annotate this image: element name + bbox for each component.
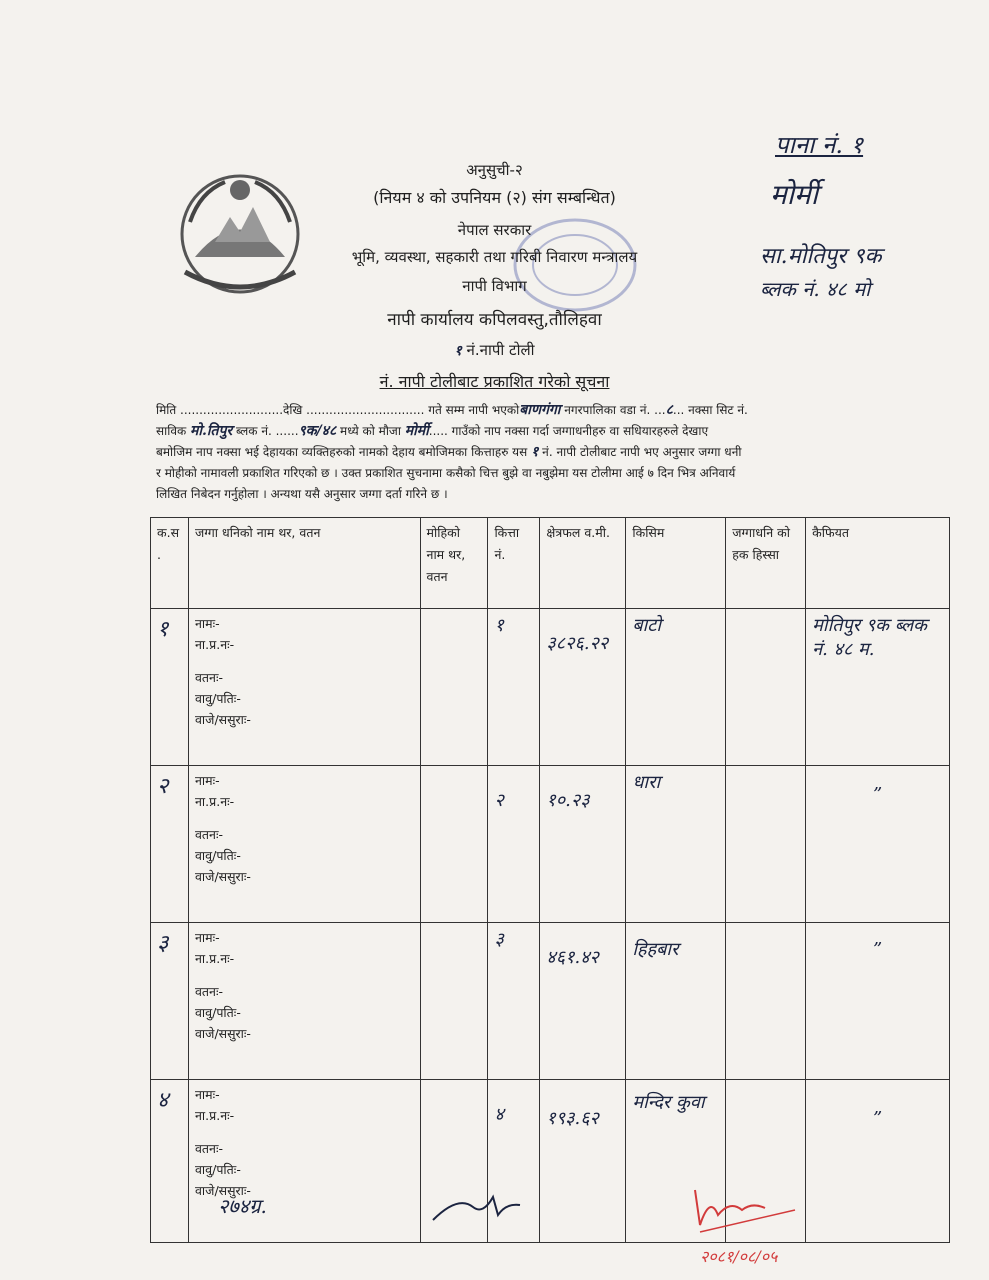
date-stamp: २०८१/०८/०५ [700, 1247, 778, 1266]
owner-cell: नामः- ना.प्र.नः- वतनः- वावु/पतिः- वाजे/ससुराः- [188, 1080, 420, 1243]
office-name: नापी कार्यालय कपिलवस्तु,तौलिहवा [387, 310, 602, 330]
table-row [151, 766, 950, 923]
tenant-cell [420, 766, 488, 923]
remark-cell: ” [806, 1080, 950, 1243]
row-sn: १ [151, 609, 189, 766]
team-number: १ [454, 343, 462, 359]
area-cell: ३८२६.२२ [540, 609, 626, 766]
mouja-fill: मोर्मी [404, 423, 429, 439]
header-type: किसिम [626, 518, 726, 609]
remark-cell: मोतिपुर ९क ब्लक नं. ४८ म. [806, 609, 950, 766]
notice-line-3: बमोजिम नाप नक्सा भई देहायका व्यक्तिहरुको नामको देहाय बमोजिमका कित्ताहरु यस १ नं. नापी टोलीबाट नापी भए अनुसार जग्गा धनी [156, 444, 742, 460]
area-cell: ४६१.४२ [540, 923, 626, 1080]
signature-3-icon [690, 1180, 800, 1235]
ward-fill: ८ [665, 402, 673, 418]
remark-cell: ” [806, 923, 950, 1080]
area-cell: १०.२३ [540, 766, 626, 923]
share-cell [726, 609, 806, 766]
government-name: नेपाल सरकार [457, 221, 532, 239]
notice-line-4: र मोहीको नामावली प्रकाशित गरिएको छ । उक्त प्रकाशित सुचनामा कसैको चित्त बुझे वा नबुझेमा यस टोलीमा आई ७ दिन भित्र अनिवार्य [156, 466, 736, 480]
former-fill: मो.तिपुर [190, 423, 233, 439]
header-tenant: मोहिको नाम थर, वतन [420, 518, 488, 609]
header-share: जग्गाधनि को हक हिस्सा [726, 518, 806, 609]
table-row [151, 923, 950, 1080]
header-owner: जग्गा धनिको नाम थर, वतन [188, 518, 420, 609]
table-row [151, 609, 950, 766]
notice-paragraph [156, 400, 956, 505]
row-sn: ४ [151, 1080, 189, 1243]
header-area: क्षेत्रफल व.मी. [540, 518, 626, 609]
team-fill: १ [531, 444, 539, 460]
header-kitta: कित्ता नं. [488, 518, 540, 609]
row-sn: २ [151, 766, 189, 923]
mouja-note: मोर्मी [770, 178, 818, 211]
page-number-note: पाना नं. १ [775, 131, 864, 159]
kitta-cell: ३ [488, 923, 540, 1080]
owner-cell: नामः- ना.प्र.नः- वतनः- वावु/पतिः- वाजे/ससुराः- [188, 609, 420, 766]
block-fill: ९क/४८ [298, 423, 337, 439]
rule-reference: (नियम ४ को उपनियम (२) संग सम्बन्धित) [373, 188, 616, 207]
header-sn: क.स . [151, 518, 189, 609]
signature-2-icon [428, 1185, 528, 1230]
table-header-row [151, 518, 950, 609]
notice-line-1: मिति ...........................देखि ............................... गते सम्म नापी भएकोबाणगंगा नगरपालिका वडा नं. ...८... नक्सा सिट नं. [156, 402, 748, 418]
type-cell: मन्दिर कुवा [626, 1080, 726, 1243]
type-cell: बाटो [626, 609, 726, 766]
tenant-cell [420, 923, 488, 1080]
municipality-fill: बाणगंगा [519, 402, 561, 418]
ministry-name: भूमि, व्यवस्था, सहकारी तथा गरिबी निवारण मन्त्रालय [351, 248, 638, 266]
share-cell [726, 923, 806, 1080]
kitta-cell: ४ [488, 1080, 540, 1243]
owner-cell: नामः- ना.प्र.नः- वतनः- वावु/पतिः- वाजे/ससुराः- [188, 923, 420, 1080]
area-cell: १९३.६२ [540, 1080, 626, 1243]
schedule-label: अनुसुची-२ [466, 161, 523, 179]
signature-1: २७४ग्र. [218, 1194, 267, 1218]
kitta-cell: १ [488, 609, 540, 766]
remark-cell: ” [806, 766, 950, 923]
header-remark: कैफियत [806, 518, 950, 609]
table-row [151, 1080, 950, 1243]
tenant-cell [420, 609, 488, 766]
share-cell [726, 766, 806, 923]
type-cell: हिहबार [626, 923, 726, 1080]
kitta-cell: २ [488, 766, 540, 923]
type-cell: धारा [626, 766, 726, 923]
block-note: ब्लक नं. ४८ मो [760, 277, 871, 301]
notice-line-5: लिखित निबेदन गर्नुहोला । अन्यथा यसै अनुसार जग्गा दर्ता गरिने छ । [156, 487, 448, 501]
owner-table [150, 517, 950, 1243]
owner-cell: नामः- ना.प्र.नः- वतनः- वावु/पतिः- वाजे/ससुराः- [188, 766, 420, 923]
team-line: १ नं.नापी टोली [454, 341, 535, 359]
former-sa-note: सा.मोतिपुर ९क [760, 244, 882, 269]
notice-line-2: साविक मो.तिपुर ब्लक नं. ......९क/४८ मध्ये को मौजा मोर्मी..... गाउँको नाप नक्सा गर्दा जग्गाधनीहरु वा सधियारहरुले देखाए [156, 423, 709, 439]
notice-title: नं. नापी टोलीबाट प्रकाशित गरेको सूचना [379, 372, 610, 391]
department-name: नापी विभाग [462, 277, 527, 295]
row-sn: ३ [151, 923, 189, 1080]
